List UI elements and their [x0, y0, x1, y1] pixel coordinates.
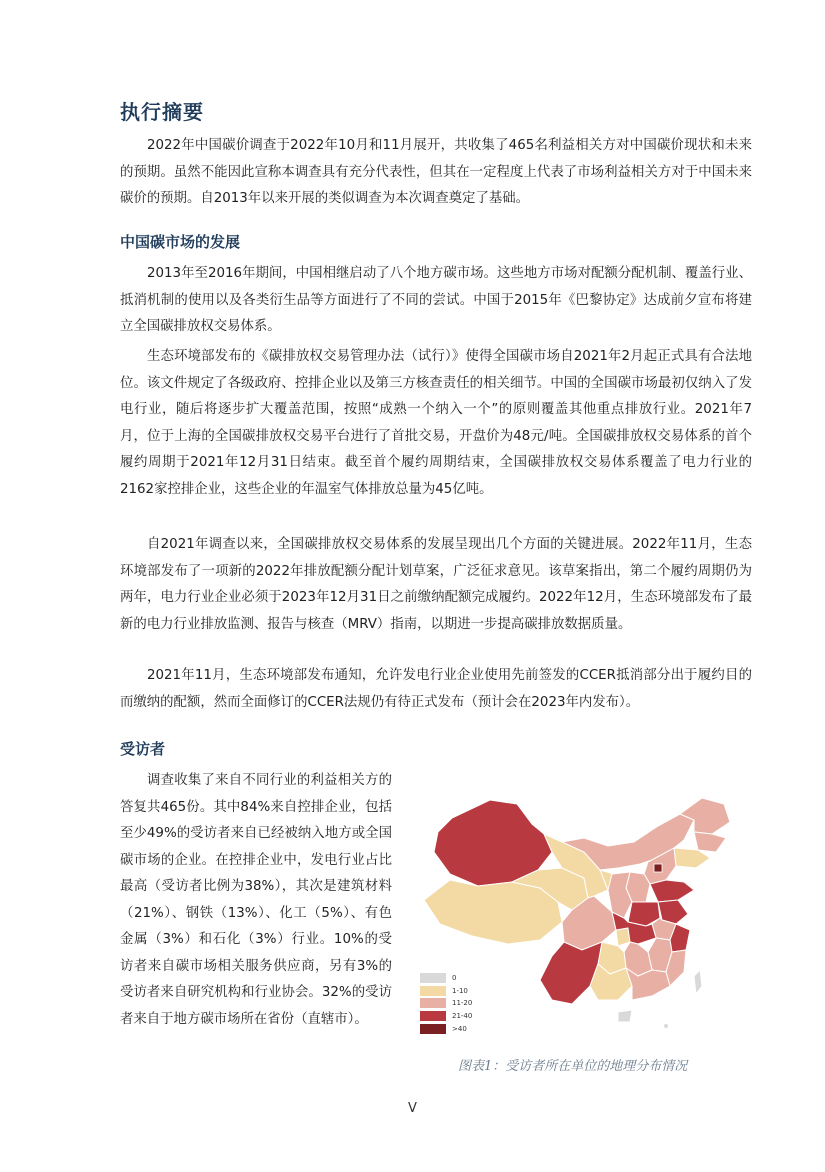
legend-label: 1-10: [452, 986, 468, 995]
legend-swatch: [420, 998, 446, 1008]
china-carbon-market-title: 中国碳市场的发展: [120, 233, 241, 251]
legend-item: [420, 997, 472, 1010]
legend-item: [420, 1022, 472, 1035]
legend-swatch: [420, 973, 446, 983]
market-paragraph-4: 2021年11月，生态环境部发布通知，允许发电行业企业使用先前签发的CCER抵消部分出于履约目的而缴纳的配额，然而全面修订的CCER法规仍有待正式发布（预计会在2023年内发布）。: [120, 668, 752, 710]
legend-item: [420, 985, 472, 998]
region-beijing: [654, 864, 662, 872]
region-yunnan: [540, 942, 602, 1004]
map-legend: [420, 972, 472, 1035]
figure-caption: 图表1：受访者所在单位的地理分布情况: [458, 1059, 688, 1074]
intro-paragraph: 2022年中国碳价调查于2022年10月和11月展开，共收集了465名利益相关方对中国碳价现状和未来的预期。虽然不能因此宣称本调查具有充分代表性，但其在一定程度上代表了市场利益相关方对于中国未来碳价的预期。自2013年以来开展的类似调查为本次调查奠定了基础。: [120, 138, 752, 206]
legend-swatch: [420, 986, 446, 996]
region-taiwan: [694, 970, 702, 994]
page-number: V: [408, 1101, 417, 1116]
respondents-paragraph: 调查收集了来自不同行业的利益相关方的答复共465份。其中84%来自控排企业，包括至少49%的受访者来自已经被纳入地方或全国碳市场的企业。在控排企业中，发电行业占比最高（受访者比例为38%），其次是建筑材料（21%）、钢铁（13%）、化工（5%）、有色金属（3%）和石化（3%）行业。10%的受访者来自碳市场相关服务供应商，另有3%的受访者来自研究机构和行业协会。32%的受访者来自于地方碳市场所在省份（直辖市）。: [120, 773, 392, 1027]
legend-swatch: [420, 1024, 446, 1034]
region-hainan: [618, 1010, 632, 1022]
legend-label: 21-40: [452, 1012, 473, 1021]
region-south-sea-islands: [664, 1024, 668, 1028]
legend-label: 11-20: [452, 999, 473, 1008]
respondents-title: 受访者: [120, 740, 166, 758]
market-paragraph-2: 生态环境部发布的《碳排放权交易管理办法（试行）》使得全国碳市场自2021年2月起正式具有合法地位。该文件规定了各级政府、控排企业以及第三方核查责任的相关细节。中国的全国碳市场最初仅纳入了发电行业，随后将逐步扩大覆盖范围，按照“成熟一个纳入一个”的原则覆盖其他重点排放行业。2021年7月，位于上海的全国碳排放权交易平台进行了首批交易，开盘价为48元/吨。全国碳排放权交易体系的首个履约周期于2021年12月31日结束。截至首个履约周期结束，全国碳排放权交易体系覆盖了电力行业的2162家控排企业，这些企业的年温室气体排放总量为45亿吨。: [120, 349, 752, 497]
legend-swatch: [420, 1011, 446, 1021]
legend-label: >40: [452, 1024, 467, 1033]
region-shandong: [650, 880, 694, 902]
executive-summary-title: 执行摘要: [120, 100, 204, 124]
region-jilin: [694, 832, 726, 852]
legend-label: 0: [452, 974, 457, 983]
region-guangdong: [626, 968, 670, 1000]
legend-item: [420, 1010, 472, 1023]
legend-item: [420, 972, 472, 985]
market-paragraph-3: 自2021年调查以来，全国碳排放权交易体系的发展呈现出几个方面的关键进展。2022年11月，生态环境部发布了一项新的2022年排放配额分配计划草案，广泛征求意见。该草案指出，第二个履约周期仍为两年，电力行业企业必须于2023年12月31日之前缴纳配额完成履约。2022年12月，生态环境部发布了最新的电力行业排放监测、报告与核查（MRV）指南，以期进一步提高碳排放数据质量。: [120, 537, 752, 632]
market-paragraph-1: 2013年至2016年期间，中国相继启动了八个地方碳市场。这些地方市场对配额分配机制、覆盖行业、抵消机制的使用以及各类衍生品等方面进行了不同的尝试。中国于2015年《巴黎协定》达成前夕宣布将建立全国碳排放权交易体系。: [120, 266, 752, 334]
